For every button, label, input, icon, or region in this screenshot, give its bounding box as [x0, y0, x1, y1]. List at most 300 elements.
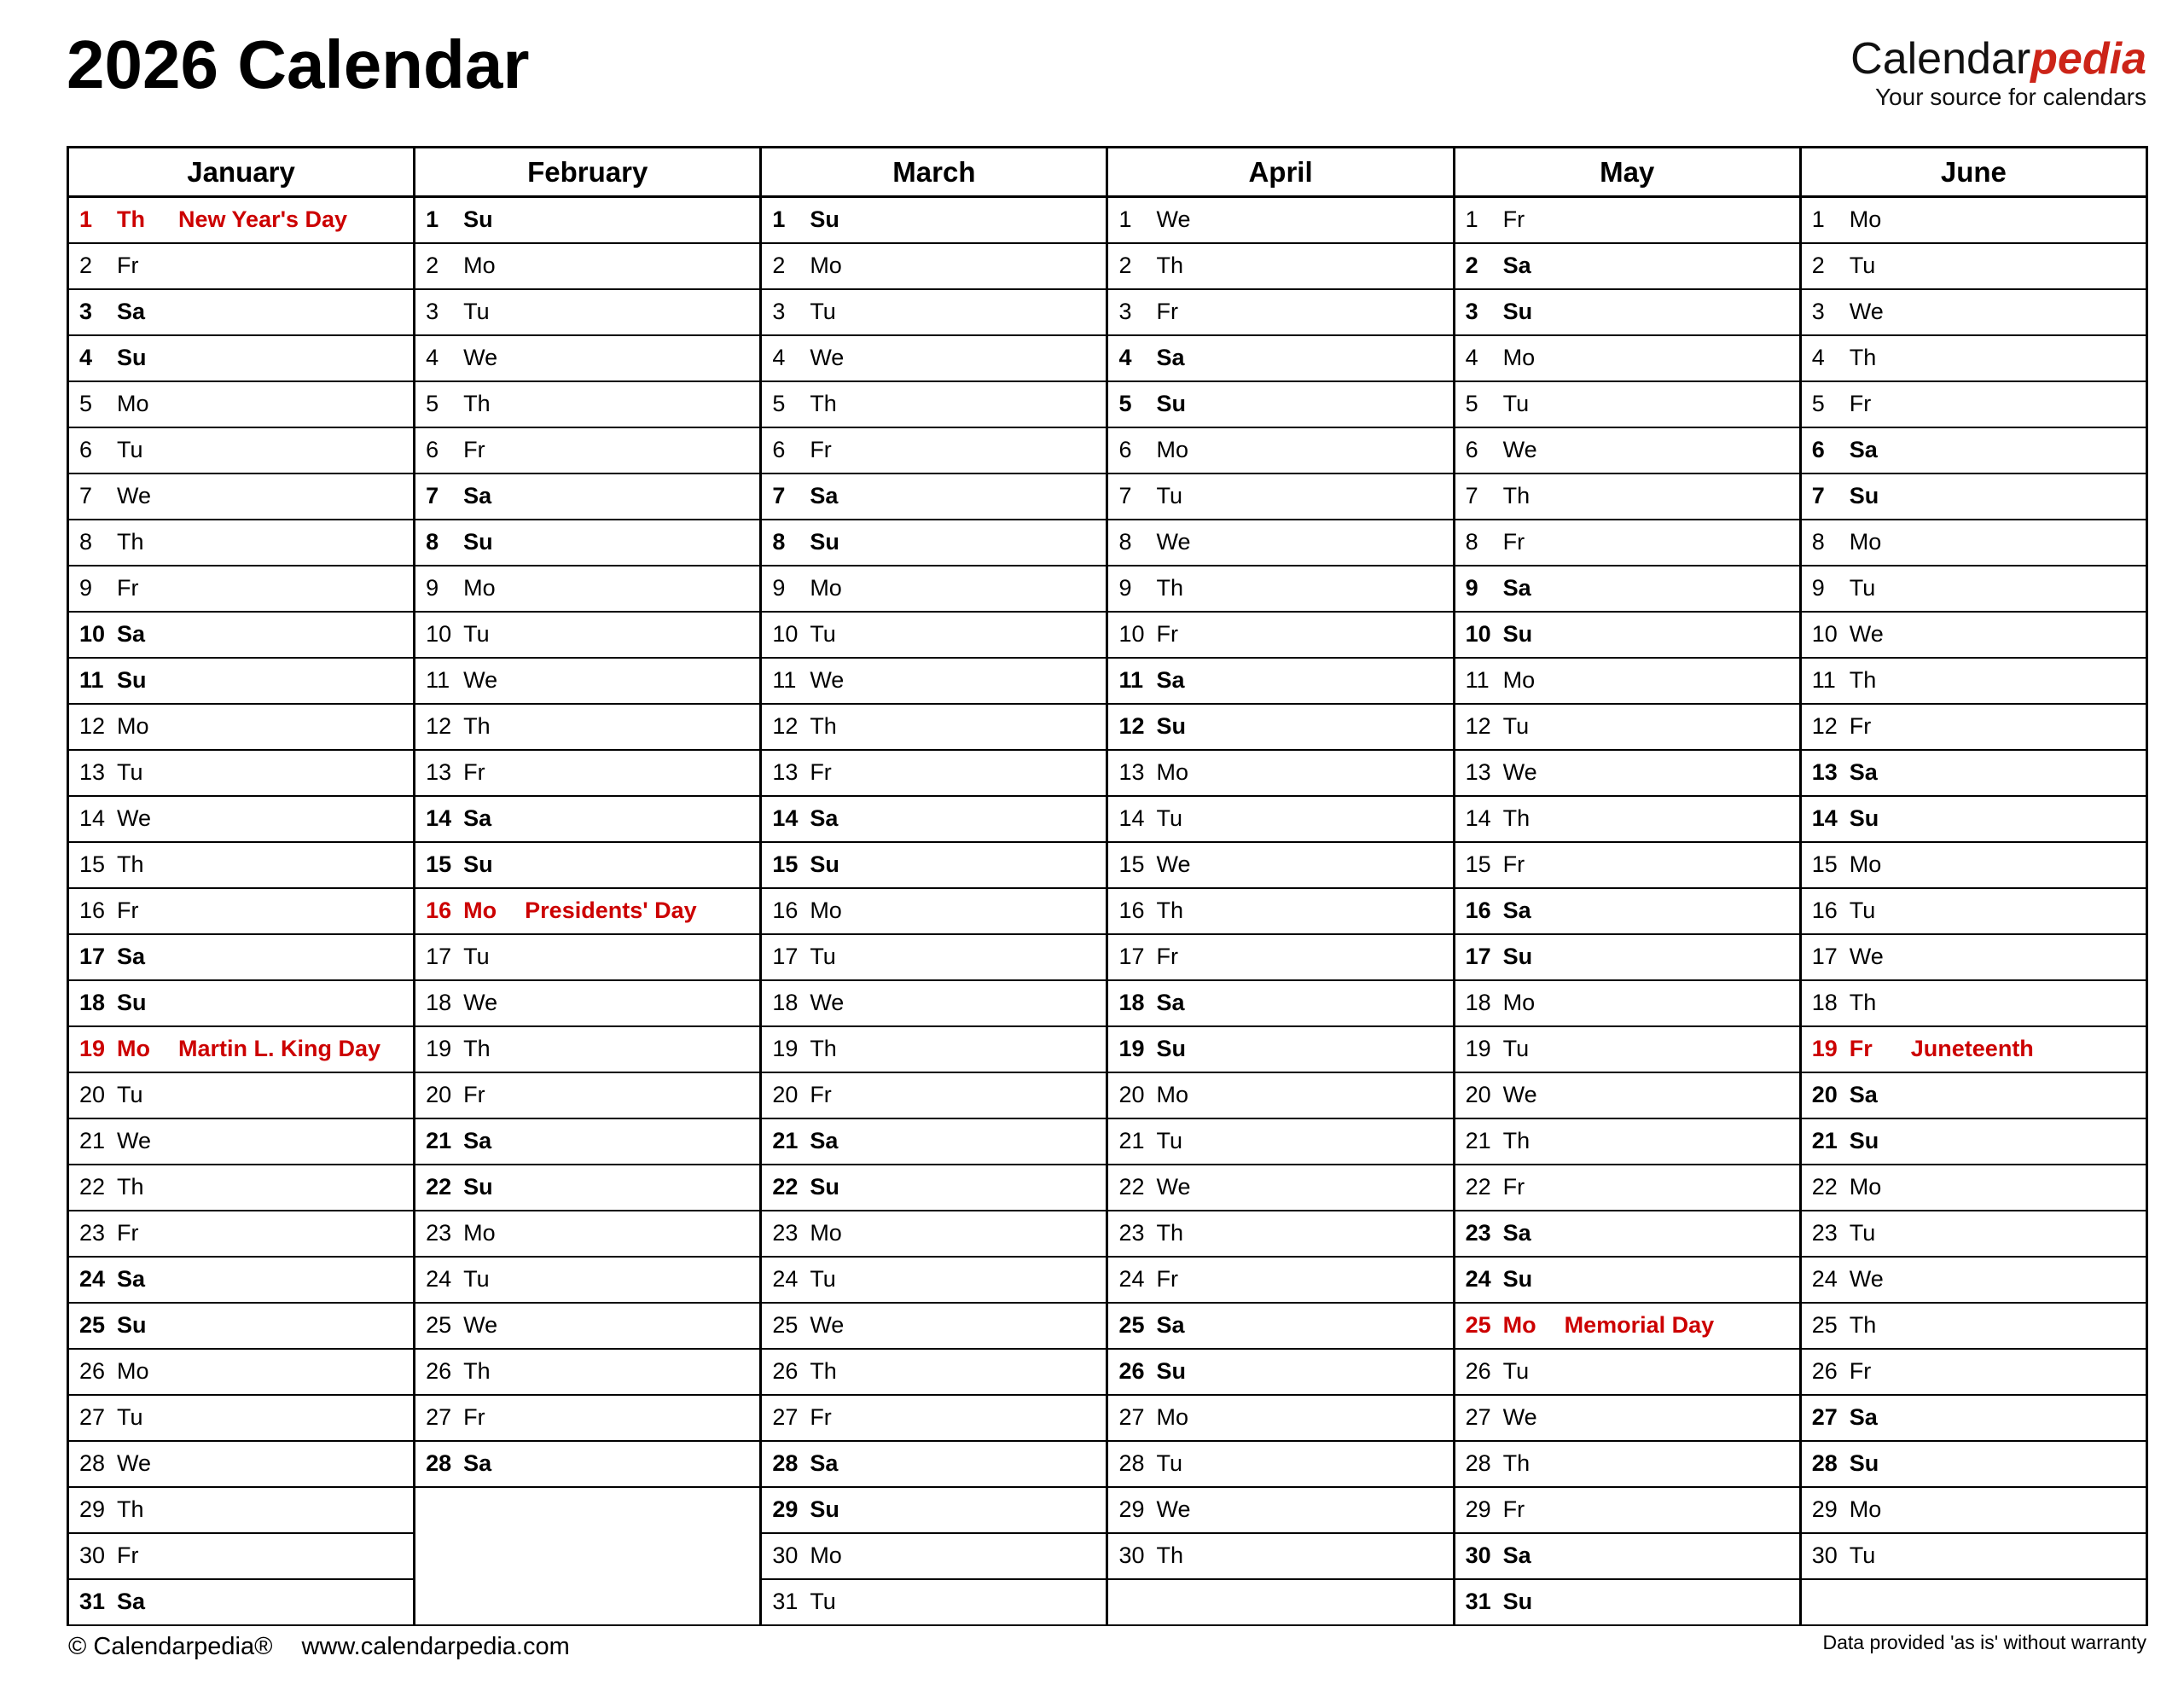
day-number: 3: [772, 299, 786, 324]
day-number: 26: [1811, 1358, 1838, 1384]
page-title: 2026 Calendar: [67, 26, 530, 102]
day-cell-april-4: [1107, 335, 1454, 381]
day-cell-june-6: [1800, 427, 2146, 473]
day-number: 25: [79, 1312, 106, 1338]
day-number: 11: [79, 667, 104, 693]
day-number: 22: [1118, 1174, 1145, 1200]
weekday-abbrev: Fr: [117, 1542, 139, 1568]
day-cell-january-16: [68, 888, 415, 934]
day-cell-june-12: [1800, 704, 2146, 750]
day-number: 15: [426, 851, 452, 877]
day-number: 27: [1465, 1404, 1491, 1430]
weekday-abbrev: Su: [1849, 483, 1879, 508]
day-number: 19: [79, 1036, 106, 1061]
day-cell-march-13: [761, 750, 1107, 796]
day-cell-may-7: [1454, 473, 1800, 520]
day-cell-may-15: [1454, 842, 1800, 888]
day-number: 30: [772, 1542, 799, 1568]
day-number: 21: [772, 1128, 799, 1153]
day-number: 22: [772, 1174, 799, 1200]
day-number: 15: [1118, 851, 1145, 877]
day-cell-april-21: [1107, 1118, 1454, 1165]
weekday-abbrev: Sa: [1502, 1542, 1531, 1568]
empty-cell-april: [1107, 1579, 1454, 1625]
weekday-abbrev: Su: [810, 851, 839, 877]
day-cell-january-25: [68, 1303, 415, 1349]
day-number: 28: [79, 1450, 106, 1476]
day-cell-april-15: [1107, 842, 1454, 888]
calendar-row-26: [68, 1349, 2147, 1395]
day-cell-january-15: [68, 842, 415, 888]
day-cell-april-13: [1107, 750, 1454, 796]
day-number: 8: [79, 529, 93, 555]
day-number: 11: [1811, 667, 1836, 693]
calendar-row-13: [68, 750, 2147, 796]
weekday-abbrev: Tu: [1156, 483, 1182, 508]
weekday-abbrev: Fr: [117, 253, 139, 278]
weekday-abbrev: Fr: [117, 898, 139, 923]
weekday-abbrev: Th: [463, 713, 491, 739]
day-cell-june-10: [1800, 612, 2146, 658]
day-cell-march-22: [761, 1165, 1107, 1211]
day-cell-april-6: [1107, 427, 1454, 473]
day-cell-february-2: [415, 243, 761, 289]
weekday-abbrev: Th: [1849, 990, 1877, 1015]
day-number: 10: [772, 621, 799, 647]
day-cell-may-9: [1454, 566, 1800, 612]
weekday-abbrev: Mo: [117, 391, 149, 416]
weekday-abbrev: We: [463, 667, 498, 693]
day-number: 6: [426, 437, 439, 462]
day-number: 5: [1118, 391, 1132, 416]
weekday-abbrev: Fr: [1502, 206, 1525, 233]
calendar-row-21: [68, 1118, 2147, 1165]
day-cell-february-24: [415, 1257, 761, 1303]
weekday-abbrev: Th: [810, 391, 837, 416]
day-cell-january-21: [68, 1118, 415, 1165]
weekday-abbrev: Mo: [463, 1220, 496, 1246]
day-number: 26: [79, 1358, 106, 1384]
day-cell-march-20: [761, 1072, 1107, 1118]
weekday-abbrev: Th: [1156, 1542, 1183, 1568]
calendar-row-17: [68, 934, 2147, 980]
empty-cell-february: [415, 1487, 761, 1625]
day-cell-march-15: [761, 842, 1107, 888]
weekday-abbrev: Tu: [810, 621, 836, 647]
day-number: 22: [426, 1174, 452, 1200]
day-number: 29: [1811, 1496, 1838, 1522]
day-cell-april-7: [1107, 473, 1454, 520]
day-cell-april-26: [1107, 1349, 1454, 1395]
weekday-abbrev: Tu: [117, 437, 143, 462]
calendar-row-29: [68, 1487, 2147, 1533]
day-number: 15: [772, 851, 799, 877]
weekday-abbrev: Th: [1156, 253, 1183, 278]
day-number: 27: [1811, 1404, 1838, 1430]
weekday-abbrev: Th: [1156, 898, 1183, 923]
calendar-row-22: [68, 1165, 2147, 1211]
day-number: 21: [1811, 1128, 1838, 1153]
weekday-abbrev: Th: [463, 1358, 491, 1384]
day-cell-june-19: [1800, 1026, 2146, 1072]
weekday-abbrev: We: [810, 990, 845, 1015]
day-number: 10: [426, 621, 452, 647]
footer-copyright: [68, 1633, 570, 1661]
day-number: 31: [1465, 1589, 1491, 1614]
day-number: 10: [1118, 621, 1145, 647]
weekday-abbrev: Sa: [117, 944, 146, 969]
weekday-abbrev: Th: [1849, 1312, 1877, 1338]
day-cell-january-11: [68, 658, 415, 704]
weekday-abbrev: Tu: [1849, 1542, 1876, 1568]
weekday-abbrev: Mo: [463, 575, 496, 601]
day-cell-january-5: [68, 381, 415, 427]
weekday-abbrev: Mo: [117, 1036, 150, 1061]
weekday-abbrev: Tu: [117, 1404, 143, 1430]
day-cell-january-29: [68, 1487, 415, 1533]
calendarpedia-logo: [1850, 36, 2146, 109]
day-number: 29: [1465, 1496, 1491, 1522]
weekday-abbrev: Th: [117, 206, 145, 233]
weekday-abbrev: We: [810, 1312, 845, 1338]
day-number: 19: [426, 1036, 452, 1061]
weekday-abbrev: Th: [1502, 483, 1531, 508]
weekday-abbrev: We: [810, 345, 845, 370]
day-number: 15: [79, 851, 106, 877]
day-cell-june-15: [1800, 842, 2146, 888]
day-cell-april-3: [1107, 289, 1454, 335]
day-cell-june-7: [1800, 473, 2146, 520]
weekday-abbrev: Sa: [1849, 437, 1878, 462]
calendar-row-5: [68, 381, 2147, 427]
day-cell-january-3: [68, 289, 415, 335]
weekday-abbrev: Sa: [117, 1589, 146, 1614]
weekday-abbrev: Fr: [1502, 1174, 1525, 1200]
weekday-abbrev: Su: [1502, 944, 1533, 969]
day-number: 28: [1465, 1450, 1491, 1476]
weekday-abbrev: Th: [117, 1174, 144, 1200]
day-number: 12: [1811, 713, 1838, 739]
day-cell-april-28: [1107, 1441, 1454, 1487]
day-number: 1: [426, 206, 439, 233]
calendar-row-6: [68, 427, 2147, 473]
weekday-abbrev: Tu: [810, 299, 836, 324]
weekday-abbrev: We: [1502, 1404, 1537, 1430]
weekday-abbrev: Su: [117, 990, 147, 1015]
day-cell-march-31: [761, 1579, 1107, 1625]
day-number: 2: [772, 253, 786, 278]
day-cell-january-30: [68, 1533, 415, 1579]
logo-tagline: Your source for calendars: [1874, 83, 2146, 110]
weekday-abbrev: Su: [463, 851, 493, 877]
weekday-abbrev: Fr: [463, 437, 485, 462]
weekday-abbrev: Sa: [810, 1128, 839, 1153]
day-number: 17: [1811, 944, 1838, 969]
day-number: 23: [772, 1220, 799, 1246]
day-number: 3: [79, 299, 93, 324]
day-cell-april-24: [1107, 1257, 1454, 1303]
day-cell-february-8: [415, 520, 761, 566]
weekday-abbrev: Tu: [463, 299, 490, 324]
holiday-label: Memorial Day: [1564, 1312, 1715, 1338]
weekday-abbrev: Th: [1849, 667, 1877, 693]
day-cell-january-20: [68, 1072, 415, 1118]
day-cell-april-23: [1107, 1211, 1454, 1257]
day-number: 8: [426, 529, 439, 555]
day-cell-april-5: [1107, 381, 1454, 427]
weekday-abbrev: Su: [1156, 713, 1186, 739]
day-cell-march-11: [761, 658, 1107, 704]
day-cell-february-19: [415, 1026, 761, 1072]
day-number: 20: [426, 1082, 452, 1107]
weekday-abbrev: Fr: [1502, 1496, 1525, 1522]
weekday-abbrev: Fr: [1849, 391, 1872, 416]
day-number: 20: [1118, 1082, 1145, 1107]
weekday-abbrev: Mo: [117, 713, 149, 739]
day-number: 26: [426, 1358, 452, 1384]
weekday-abbrev: Th: [810, 1358, 837, 1384]
day-cell-january-4: [68, 335, 415, 381]
day-number: 18: [1465, 990, 1491, 1015]
weekday-abbrev: Th: [117, 851, 144, 877]
day-cell-february-22: [415, 1165, 761, 1211]
day-cell-may-31: [1454, 1579, 1800, 1625]
day-number: 23: [426, 1220, 452, 1246]
day-number: 17: [79, 944, 106, 969]
weekday-abbrev: We: [1849, 944, 1884, 969]
day-number: 7: [1118, 483, 1132, 508]
weekday-abbrev: Su: [1502, 621, 1533, 647]
calendar-row-2: [68, 243, 2147, 289]
day-cell-april-1: [1107, 197, 1454, 243]
weekday-abbrev: Th: [117, 529, 144, 555]
day-number: 13: [1465, 759, 1491, 785]
weekday-abbrev: Sa: [117, 299, 146, 324]
day-number: 4: [1465, 345, 1478, 370]
day-cell-february-3: [415, 289, 761, 335]
day-number: 11: [772, 667, 797, 693]
day-number: 12: [772, 713, 799, 739]
day-number: 14: [1118, 805, 1145, 831]
weekday-abbrev: Fr: [810, 759, 832, 785]
day-cell-may-2: [1454, 243, 1800, 289]
day-number: 23: [1811, 1220, 1838, 1246]
day-number: 18: [772, 990, 799, 1015]
weekday-abbrev: Mo: [1502, 1312, 1536, 1338]
weekday-abbrev: Sa: [117, 1266, 146, 1292]
day-cell-may-11: [1454, 658, 1800, 704]
day-number: 1: [1118, 206, 1132, 233]
day-number: 2: [1465, 253, 1478, 278]
weekday-abbrev: Th: [1502, 1450, 1531, 1476]
day-cell-may-30: [1454, 1533, 1800, 1579]
weekday-abbrev: We: [117, 805, 152, 831]
day-cell-may-18: [1454, 980, 1800, 1026]
day-number: 20: [1811, 1082, 1838, 1107]
day-number: 19: [1811, 1036, 1838, 1061]
weekday-abbrev: Fr: [1849, 1036, 1873, 1061]
day-number: 9: [1118, 575, 1132, 601]
day-cell-may-13: [1454, 750, 1800, 796]
day-number: 12: [1118, 713, 1145, 739]
day-cell-january-22: [68, 1165, 415, 1211]
day-number: 16: [1465, 898, 1491, 923]
day-cell-april-22: [1107, 1165, 1454, 1211]
calendar-row-18: [68, 980, 2147, 1026]
day-cell-june-2: [1800, 243, 2146, 289]
weekday-abbrev: We: [1502, 437, 1537, 462]
day-cell-february-23: [415, 1211, 761, 1257]
weekday-abbrev: Fr: [1849, 1358, 1872, 1384]
calendar-row-3: [68, 289, 2147, 335]
day-number: 24: [426, 1266, 452, 1292]
weekday-abbrev: Sa: [463, 1450, 492, 1476]
day-cell-february-12: [415, 704, 761, 750]
day-cell-april-30: [1107, 1533, 1454, 1579]
day-cell-march-16: [761, 888, 1107, 934]
day-cell-may-10: [1454, 612, 1800, 658]
calendar-row-24: [68, 1257, 2147, 1303]
day-cell-march-12: [761, 704, 1107, 750]
calendar-header-row: [68, 148, 2147, 197]
weekday-abbrev: Mo: [810, 575, 842, 601]
weekday-abbrev: Tu: [1849, 253, 1876, 278]
holiday-label: Juneteenth: [1910, 1036, 2034, 1061]
day-cell-february-11: [415, 658, 761, 704]
day-number: 16: [1118, 898, 1145, 923]
day-cell-april-18: [1107, 980, 1454, 1026]
day-cell-march-26: [761, 1349, 1107, 1395]
weekday-abbrev: Su: [1502, 1266, 1533, 1292]
weekday-abbrev: Mo: [1502, 345, 1536, 370]
day-cell-june-29: [1800, 1487, 2146, 1533]
day-cell-february-10: [415, 612, 761, 658]
weekday-abbrev: Sa: [463, 805, 492, 831]
day-number: 13: [1811, 759, 1838, 785]
weekday-abbrev: Fr: [810, 1404, 832, 1430]
day-number: 9: [1465, 575, 1478, 601]
day-cell-january-12: [68, 704, 415, 750]
day-cell-april-16: [1107, 888, 1454, 934]
weekday-abbrev: Mo: [1502, 667, 1536, 693]
weekday-abbrev: Su: [1849, 1450, 1879, 1476]
day-cell-february-18: [415, 980, 761, 1026]
day-cell-march-8: [761, 520, 1107, 566]
day-number: 10: [1811, 621, 1838, 647]
day-number: 10: [1465, 621, 1491, 647]
day-cell-march-23: [761, 1211, 1107, 1257]
day-number: 24: [1465, 1266, 1491, 1292]
weekday-abbrev: Su: [810, 206, 839, 233]
day-cell-march-14: [761, 796, 1107, 842]
day-cell-june-25: [1800, 1303, 2146, 1349]
calendar-row-23: [68, 1211, 2147, 1257]
day-number: 16: [426, 898, 452, 923]
day-cell-june-27: [1800, 1395, 2146, 1441]
day-number: 27: [79, 1404, 106, 1430]
weekday-abbrev: Mo: [1849, 206, 1882, 233]
day-cell-april-20: [1107, 1072, 1454, 1118]
day-number: 17: [772, 944, 799, 969]
weekday-abbrev: Th: [810, 713, 837, 739]
day-cell-february-9: [415, 566, 761, 612]
weekday-abbrev: Sa: [1502, 898, 1531, 923]
weekday-abbrev: Mo: [1502, 990, 1536, 1015]
day-cell-april-8: [1107, 520, 1454, 566]
holiday-label: Martin L. King Day: [178, 1036, 381, 1061]
day-cell-may-6: [1454, 427, 1800, 473]
month-header-may: May: [1454, 148, 1800, 197]
day-number: 23: [1465, 1220, 1491, 1246]
weekday-abbrev: Mo: [1849, 1174, 1882, 1200]
day-number: 28: [1118, 1450, 1145, 1476]
weekday-abbrev: Tu: [810, 1589, 836, 1614]
day-cell-january-13: [68, 750, 415, 796]
day-number: 15: [1465, 851, 1491, 877]
day-number: 12: [79, 713, 106, 739]
day-number: 16: [79, 898, 106, 923]
day-cell-april-14: [1107, 796, 1454, 842]
weekday-abbrev: We: [1849, 299, 1884, 324]
weekday-abbrev: Th: [1502, 1128, 1531, 1153]
weekday-abbrev: We: [1156, 1496, 1191, 1522]
calendar-row-4: [68, 335, 2147, 381]
day-number: 14: [79, 805, 106, 831]
day-number: 19: [1118, 1036, 1145, 1061]
logo-part-black: Calendar: [1850, 34, 2031, 84]
day-number: 19: [1465, 1036, 1491, 1061]
weekday-abbrev: Tu: [1849, 898, 1876, 923]
day-number: 2: [1811, 253, 1825, 278]
weekday-abbrev: Sa: [463, 483, 492, 508]
day-number: 21: [1465, 1128, 1491, 1153]
weekday-abbrev: We: [117, 483, 152, 508]
day-cell-june-5: [1800, 381, 2146, 427]
day-cell-may-12: [1454, 704, 1800, 750]
weekday-abbrev: Tu: [1502, 391, 1530, 416]
day-cell-february-14: [415, 796, 761, 842]
day-cell-february-17: [415, 934, 761, 980]
day-number: 2: [79, 253, 93, 278]
calendar-table: [67, 146, 2148, 1626]
weekday-abbrev: Tu: [1849, 575, 1876, 601]
day-cell-march-3: [761, 289, 1107, 335]
day-cell-february-5: [415, 381, 761, 427]
day-number: 23: [79, 1220, 106, 1246]
weekday-abbrev: Su: [463, 1174, 493, 1200]
day-number: 22: [1811, 1174, 1838, 1200]
weekday-abbrev: Tu: [1502, 1036, 1530, 1061]
calendar-row-16: [68, 888, 2147, 934]
day-number: 21: [426, 1128, 452, 1153]
weekday-abbrev: Tu: [463, 944, 490, 969]
day-cell-april-19: [1107, 1026, 1454, 1072]
day-number: 1: [1465, 206, 1478, 233]
day-cell-may-24: [1454, 1257, 1800, 1303]
calendar-row-19: [68, 1026, 2147, 1072]
calendar-row-30: [68, 1533, 2147, 1579]
weekday-abbrev: Sa: [1502, 1220, 1531, 1246]
day-cell-may-26: [1454, 1349, 1800, 1395]
day-number: 30: [1465, 1542, 1491, 1568]
weekday-abbrev: Fr: [463, 759, 485, 785]
day-cell-may-4: [1454, 335, 1800, 381]
day-cell-june-20: [1800, 1072, 2146, 1118]
weekday-abbrev: Su: [810, 1496, 839, 1522]
day-number: 25: [1811, 1312, 1838, 1338]
day-cell-april-27: [1107, 1395, 1454, 1441]
day-cell-february-1: [415, 197, 761, 243]
